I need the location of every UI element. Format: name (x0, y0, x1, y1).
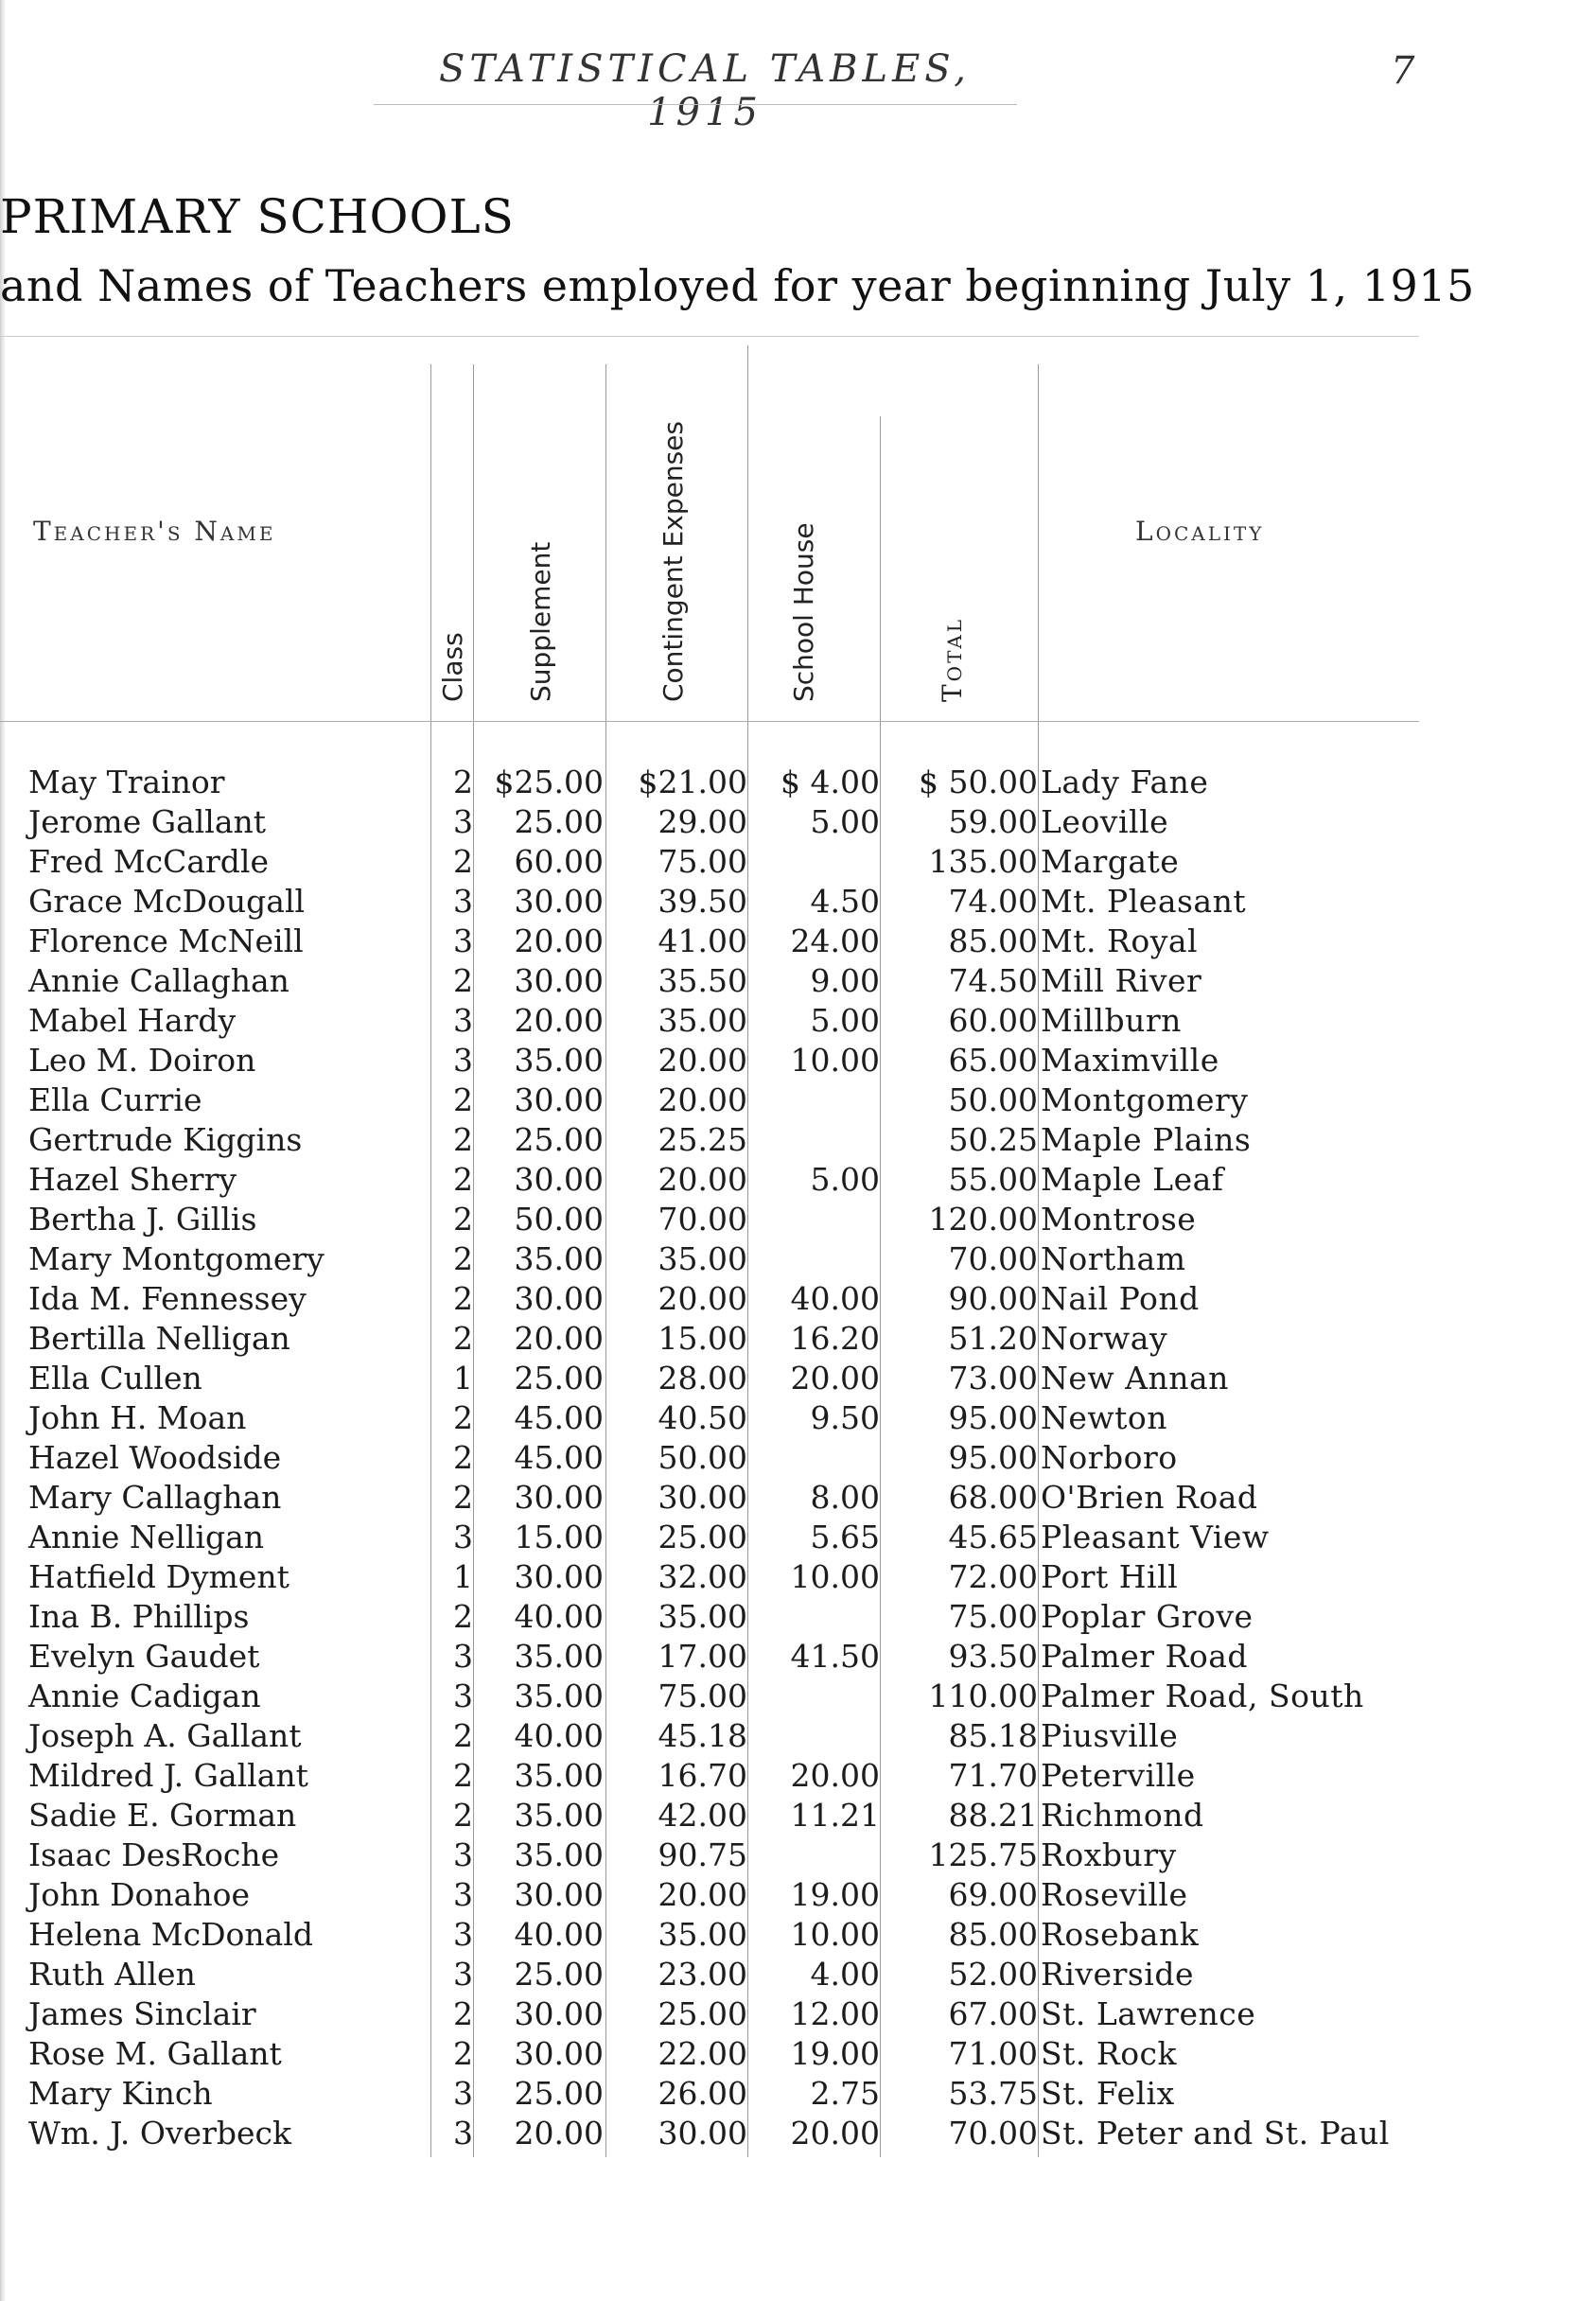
table-row (0, 763, 1596, 802)
table-row (0, 1120, 1596, 1160)
total-cell: 120.00 (928, 1201, 1038, 1238)
total-cell: 95.00 (948, 1399, 1038, 1436)
table-row (0, 1756, 1596, 1796)
school-house-cell: 11.21 (790, 1797, 880, 1834)
teacher-name-cell: Ruth Allen (28, 1956, 196, 1993)
class-cell: 3 (453, 883, 473, 920)
teacher-name-cell: Sadie E. Gorman (28, 1797, 297, 1834)
contingent-cell: 50.00 (658, 1439, 747, 1476)
total-cell: 68.00 (948, 1479, 1038, 1516)
locality-cell: Roxbury (1041, 1836, 1177, 1873)
teacher-name-cell: Hatfield Dyment (28, 1558, 289, 1595)
supplement-cell: 50.00 (514, 1201, 604, 1238)
supplement-cell: 45.00 (514, 1439, 604, 1476)
teacher-name-cell: Hazel Woodside (28, 1439, 282, 1476)
school-house-cell: 4.00 (810, 1956, 880, 1993)
class-cell: 3 (453, 2075, 473, 2112)
locality-cell: Poplar Grove (1041, 1598, 1254, 1635)
table-body (0, 763, 1596, 2153)
supplement-cell: 35.00 (514, 1757, 604, 1794)
school-house-cell: 4.50 (810, 883, 880, 920)
teacher-name-cell: May Trainor (28, 764, 225, 800)
class-cell: 3 (453, 1876, 473, 1913)
contingent-cell: 25.25 (658, 1121, 747, 1158)
table-row (0, 1955, 1596, 1994)
table-row (0, 1716, 1596, 1756)
locality-cell: Northam (1041, 1240, 1186, 1277)
teacher-name-cell: Hazel Sherry (28, 1161, 237, 1198)
class-cell: 2 (453, 1757, 473, 1794)
locality-cell: Palmer Road, South (1041, 1677, 1364, 1714)
contingent-cell: 26.00 (658, 2075, 747, 2112)
contingent-cell: 35.00 (658, 1002, 747, 1039)
school-house-cell: $ 4.00 (780, 764, 880, 800)
contingent-cell: 90.75 (658, 1836, 747, 1873)
supplement-cell: 30.00 (514, 2035, 604, 2072)
total-cell: 71.70 (948, 1757, 1038, 1794)
contingent-cell: 35.50 (658, 962, 747, 999)
teacher-name-cell: Isaac DesRoche (28, 1836, 280, 1873)
class-cell: 2 (453, 1399, 473, 1436)
supplement-cell: 35.00 (514, 1042, 604, 1079)
class-cell: 3 (453, 1519, 473, 1555)
school-house-cell: 10.00 (790, 1558, 880, 1595)
teacher-name-cell: Joseph A. Gallant (28, 1717, 302, 1754)
supplement-cell: 35.00 (514, 1836, 604, 1873)
total-cell: 52.00 (948, 1956, 1038, 1993)
contingent-cell: 28.00 (658, 1360, 747, 1396)
teacher-name-cell: Ina B. Phillips (28, 1598, 250, 1635)
contingent-cell: 35.00 (658, 1598, 747, 1635)
class-cell: 2 (453, 843, 473, 880)
locality-cell: Montrose (1041, 1201, 1197, 1238)
teacher-name-cell: Grace McDougall (28, 883, 306, 920)
supplement-cell: 35.00 (514, 1677, 604, 1714)
contingent-cell: 39.50 (658, 883, 747, 920)
teacher-name-cell: John Donahoe (28, 1876, 250, 1913)
class-cell: 3 (453, 1002, 473, 1039)
supplement-cell: 40.00 (514, 1598, 604, 1635)
locality-cell: Leoville (1041, 803, 1169, 840)
supplement-cell: 25.00 (514, 2075, 604, 2112)
class-cell: 3 (453, 922, 473, 959)
table-row (0, 1836, 1596, 1875)
teacher-name-cell: Rose M. Gallant (28, 2035, 282, 2072)
class-cell: 2 (453, 1240, 473, 1277)
school-house-cell: 20.00 (790, 2115, 880, 2152)
class-cell: 2 (453, 1161, 473, 1198)
table-row (0, 1637, 1596, 1677)
table-row (0, 2114, 1596, 2153)
total-cell: 65.00 (948, 1042, 1038, 1079)
class-cell: 2 (453, 962, 473, 999)
contingent-cell: 45.18 (658, 1717, 747, 1754)
total-cell: 51.20 (948, 1320, 1038, 1357)
school-house-cell: 5.00 (810, 1161, 880, 1198)
teacher-name-cell: Wm. J. Overbeck (28, 2115, 291, 2152)
total-cell: 69.00 (948, 1876, 1038, 1913)
locality-cell: Rosebank (1041, 1916, 1200, 1953)
school-house-cell: 2.75 (810, 2075, 880, 2112)
total-cell: 53.75 (948, 2075, 1038, 2112)
school-house-cell: 5.00 (810, 1002, 880, 1039)
class-cell: 3 (453, 1916, 473, 1953)
locality-cell: Maple Leaf (1041, 1161, 1224, 1198)
school-house-cell: 9.00 (810, 962, 880, 999)
supplement-cell: 25.00 (514, 1121, 604, 1158)
locality-cell: Margate (1041, 843, 1180, 880)
class-cell: 2 (453, 1201, 473, 1238)
total-cell: 59.00 (948, 803, 1038, 840)
total-cell: 74.50 (948, 962, 1038, 999)
table-row (0, 922, 1596, 961)
page-number: 7 (1391, 49, 1415, 93)
total-cell: 73.00 (948, 1360, 1038, 1396)
locality-cell: Piusville (1041, 1717, 1179, 1754)
locality-cell: Riverside (1041, 1956, 1194, 1993)
class-cell: 1 (453, 1360, 473, 1396)
table-row (0, 1041, 1596, 1080)
locality-cell: New Annan (1041, 1360, 1229, 1396)
teacher-name-cell: James Sinclair (28, 1995, 256, 2032)
supplement-cell: 15.00 (514, 1519, 604, 1555)
locality-cell: Maple Plains (1041, 1121, 1252, 1158)
supplement-cell: 30.00 (514, 1280, 604, 1317)
total-cell: 45.65 (948, 1519, 1038, 1555)
school-house-cell: 19.00 (790, 1876, 880, 1913)
teacher-name-cell: Annie Cadigan (28, 1677, 261, 1714)
table-row (0, 1557, 1596, 1597)
class-cell: 2 (453, 1717, 473, 1754)
supplement-cell: 20.00 (514, 1320, 604, 1357)
table-row (0, 1239, 1596, 1279)
teacher-name-cell: Bertilla Nelligan (28, 1320, 290, 1357)
supplement-cell: 35.00 (514, 1797, 604, 1834)
table-row (0, 1875, 1596, 1915)
table-row (0, 1279, 1596, 1319)
contingent-cell: 41.00 (658, 922, 747, 959)
contingent-cell: $21.00 (638, 764, 747, 800)
contingent-cell: 40.50 (658, 1399, 747, 1436)
school-house-cell: 12.00 (790, 1995, 880, 2032)
table-row (0, 961, 1596, 1001)
class-cell: 3 (453, 1638, 473, 1675)
supplement-cell: 60.00 (514, 843, 604, 880)
teacher-name-cell: Leo M. Doiron (28, 1042, 256, 1079)
header-total: Total (937, 616, 968, 702)
contingent-cell: 20.00 (658, 1042, 747, 1079)
teacher-name-cell: Mary Kinch (28, 2075, 213, 2112)
total-cell: 74.00 (948, 883, 1038, 920)
total-cell: $ 50.00 (919, 764, 1038, 800)
locality-cell: St. Peter and St. Paul (1041, 2115, 1390, 2152)
table-row (0, 1398, 1596, 1438)
class-cell: 2 (453, 1081, 473, 1118)
school-house-cell: 20.00 (790, 1360, 880, 1396)
total-cell: 90.00 (948, 1280, 1038, 1317)
teacher-name-cell: Gertrude Kiggins (28, 1121, 303, 1158)
total-cell: 70.00 (948, 1240, 1038, 1277)
class-cell: 2 (453, 1797, 473, 1834)
class-cell: 2 (453, 2035, 473, 2072)
contingent-cell: 75.00 (658, 843, 747, 880)
total-cell: 110.00 (928, 1677, 1038, 1714)
class-cell: 2 (453, 1121, 473, 1158)
table-row (0, 882, 1596, 922)
teacher-name-cell: Ella Currie (28, 1081, 202, 1118)
table-row (0, 2074, 1596, 2114)
class-cell: 3 (453, 1677, 473, 1714)
school-house-cell: 8.00 (810, 1479, 880, 1516)
class-cell: 2 (453, 764, 473, 800)
total-cell: 95.00 (948, 1439, 1038, 1476)
table-row (0, 1796, 1596, 1836)
locality-cell: Norboro (1041, 1439, 1178, 1476)
locality-cell: O'Brien Road (1041, 1479, 1258, 1516)
contingent-cell: 20.00 (658, 1876, 747, 1913)
supplement-cell: 30.00 (514, 1995, 604, 2032)
teacher-name-cell: Jerome Gallant (28, 803, 267, 840)
teacher-name-cell: Mary Callaghan (28, 1479, 282, 1516)
locality-cell: Millburn (1041, 1002, 1182, 1039)
locality-cell: Lady Fane (1041, 764, 1209, 800)
table-row (0, 1478, 1596, 1518)
school-house-cell: 40.00 (790, 1280, 880, 1317)
total-cell: 50.25 (948, 1121, 1038, 1158)
total-cell: 125.75 (928, 1836, 1038, 1873)
class-cell: 2 (453, 1479, 473, 1516)
locality-cell: Mt. Pleasant (1041, 883, 1247, 920)
contingent-cell: 75.00 (658, 1677, 747, 1714)
total-cell: 50.00 (948, 1081, 1038, 1118)
contingent-cell: 17.00 (658, 1638, 747, 1675)
contingent-cell: 25.00 (658, 1519, 747, 1555)
class-cell: 2 (453, 1320, 473, 1357)
class-cell: 3 (453, 2115, 473, 2152)
supplement-cell: 20.00 (514, 1002, 604, 1039)
supplement-cell: 30.00 (514, 1558, 604, 1595)
school-house-cell: 20.00 (790, 1757, 880, 1794)
header-class: Class (437, 632, 468, 702)
table-row (0, 1001, 1596, 1041)
locality-cell: Mill River (1041, 962, 1202, 999)
locality-cell: Roseville (1041, 1876, 1188, 1913)
locality-cell: Maximville (1041, 1042, 1219, 1079)
teacher-name-cell: Fred McCardle (28, 843, 269, 880)
locality-cell: St. Lawrence (1041, 1995, 1256, 2032)
contingent-cell: 20.00 (658, 1280, 747, 1317)
locality-cell: Nail Pond (1041, 1280, 1200, 1317)
supplement-cell: 30.00 (514, 1081, 604, 1118)
contingent-cell: 25.00 (658, 1995, 747, 2032)
total-cell: 88.21 (948, 1797, 1038, 1834)
school-house-cell: 9.50 (810, 1399, 880, 1436)
school-house-cell: 19.00 (790, 2035, 880, 2072)
supplement-cell: 30.00 (514, 962, 604, 999)
table-top-rule (0, 336, 1419, 337)
table-row (0, 1994, 1596, 2034)
section-subtitle: and Names of Teachers employed for year beginning July 1, 1915 (0, 260, 1475, 311)
running-title: STATISTICAL TABLES, 1915 (439, 47, 971, 134)
supplement-cell: 30.00 (514, 1161, 604, 1198)
class-cell: 2 (453, 1439, 473, 1476)
school-house-cell: 5.65 (810, 1519, 880, 1555)
teacher-name-cell: Ida M. Fennessey (28, 1280, 307, 1317)
school-house-cell: 10.00 (790, 1042, 880, 1079)
teacher-name-cell: Florence McNeill (28, 922, 304, 959)
supplement-cell: $25.00 (494, 764, 604, 800)
teacher-name-cell: Ella Cullen (28, 1360, 202, 1396)
supplement-cell: 25.00 (514, 803, 604, 840)
contingent-cell: 35.00 (658, 1916, 747, 1953)
running-head-rule (374, 104, 1017, 105)
total-cell: 60.00 (948, 1002, 1038, 1039)
total-cell: 72.00 (948, 1558, 1038, 1595)
contingent-cell: 20.00 (658, 1161, 747, 1198)
total-cell: 135.00 (928, 843, 1038, 880)
class-cell: 2 (453, 1598, 473, 1635)
school-house-cell: 10.00 (790, 1916, 880, 1953)
contingent-cell: 35.00 (658, 1240, 747, 1277)
supplement-cell: 30.00 (514, 883, 604, 920)
teacher-name-cell: Mary Montgomery (28, 1240, 324, 1277)
contingent-cell: 15.00 (658, 1320, 747, 1357)
table-row (0, 1319, 1596, 1359)
contingent-cell: 30.00 (658, 2115, 747, 2152)
supplement-cell: 20.00 (514, 2115, 604, 2152)
total-cell: 71.00 (948, 2035, 1038, 2072)
total-cell: 85.00 (948, 922, 1038, 959)
header-rule (0, 721, 1419, 722)
table-row (0, 1438, 1596, 1478)
teacher-name-cell: Annie Nelligan (28, 1519, 265, 1555)
class-cell: 2 (453, 1280, 473, 1317)
supplement-cell: 20.00 (514, 922, 604, 959)
supplement-cell: 30.00 (514, 1479, 604, 1516)
teacher-name-cell: Helena McDonald (28, 1916, 314, 1953)
locality-cell: Richmond (1041, 1797, 1204, 1834)
contingent-cell: 16.70 (658, 1757, 747, 1794)
supplement-cell: 35.00 (514, 1638, 604, 1675)
total-cell: 55.00 (948, 1161, 1038, 1198)
class-cell: 2 (453, 1995, 473, 2032)
supplement-cell: 30.00 (514, 1876, 604, 1913)
header-school-house: School House (788, 522, 819, 702)
locality-cell: Palmer Road (1041, 1638, 1249, 1675)
total-cell: 70.00 (948, 2115, 1038, 2152)
teacher-name-cell: Bertha J. Gillis (28, 1201, 257, 1238)
locality-cell: Port Hill (1041, 1558, 1179, 1595)
table-row (0, 842, 1596, 882)
total-cell: 93.50 (948, 1638, 1038, 1675)
supplement-cell: 35.00 (514, 1240, 604, 1277)
supplement-cell: 40.00 (514, 1717, 604, 1754)
locality-cell: Peterville (1041, 1757, 1196, 1794)
table-row (0, 1677, 1596, 1716)
teacher-name-cell: Annie Callaghan (28, 962, 289, 999)
contingent-cell: 29.00 (658, 803, 747, 840)
contingent-cell: 23.00 (658, 1956, 747, 1993)
supplement-cell: 45.00 (514, 1399, 604, 1436)
contingent-cell: 20.00 (658, 1081, 747, 1118)
running-head (0, 47, 1596, 134)
contingent-cell: 42.00 (658, 1797, 747, 1834)
class-cell: 1 (453, 1558, 473, 1595)
table-row (0, 1518, 1596, 1557)
header-supplement: Supplement (525, 541, 556, 702)
total-cell: 67.00 (948, 1995, 1038, 2032)
school-house-cell: 5.00 (810, 803, 880, 840)
locality-cell: Pleasant View (1041, 1519, 1270, 1555)
total-cell: 85.18 (948, 1717, 1038, 1754)
table-row (0, 1359, 1596, 1398)
locality-cell: St. Rock (1041, 2035, 1178, 2072)
supplement-cell: 25.00 (514, 1956, 604, 1993)
table-row (0, 1200, 1596, 1239)
header-locality: Locality (1135, 516, 1265, 547)
teacher-name-cell: John H. Moan (28, 1399, 247, 1436)
contingent-cell: 70.00 (658, 1201, 747, 1238)
header-teacher-name: Teacher's Name (33, 516, 276, 547)
locality-cell: Newton (1041, 1399, 1168, 1436)
table-row (0, 802, 1596, 842)
teacher-name-cell: Mildred J. Gallant (28, 1757, 308, 1794)
class-cell: 3 (453, 1956, 473, 1993)
header-contingent-expenses: Contingent Expenses (658, 421, 689, 702)
locality-cell: St. Felix (1041, 2075, 1175, 2112)
table-row (0, 2034, 1596, 2074)
table-row (0, 1915, 1596, 1955)
total-cell: 85.00 (948, 1916, 1038, 1953)
table-row (0, 1597, 1596, 1637)
class-cell: 3 (453, 1836, 473, 1873)
contingent-cell: 30.00 (658, 1479, 747, 1516)
section-title: PRIMARY SCHOOLS (0, 189, 515, 244)
locality-cell: Norway (1041, 1320, 1168, 1357)
school-house-cell: 16.20 (790, 1320, 880, 1357)
school-house-cell: 24.00 (790, 922, 880, 959)
table-row (0, 1080, 1596, 1120)
teacher-name-cell: Evelyn Gaudet (28, 1638, 260, 1675)
contingent-cell: 32.00 (658, 1558, 747, 1595)
supplement-cell: 25.00 (514, 1360, 604, 1396)
total-cell: 75.00 (948, 1598, 1038, 1635)
table-row (0, 1160, 1596, 1200)
school-house-cell: 41.50 (790, 1638, 880, 1675)
contingent-cell: 22.00 (658, 2035, 747, 2072)
supplement-cell: 40.00 (514, 1916, 604, 1953)
locality-cell: Mt. Royal (1041, 922, 1199, 959)
locality-cell: Montgomery (1041, 1081, 1249, 1118)
teacher-name-cell: Mabel Hardy (28, 1002, 237, 1039)
class-cell: 3 (453, 1042, 473, 1079)
class-cell: 3 (453, 803, 473, 840)
